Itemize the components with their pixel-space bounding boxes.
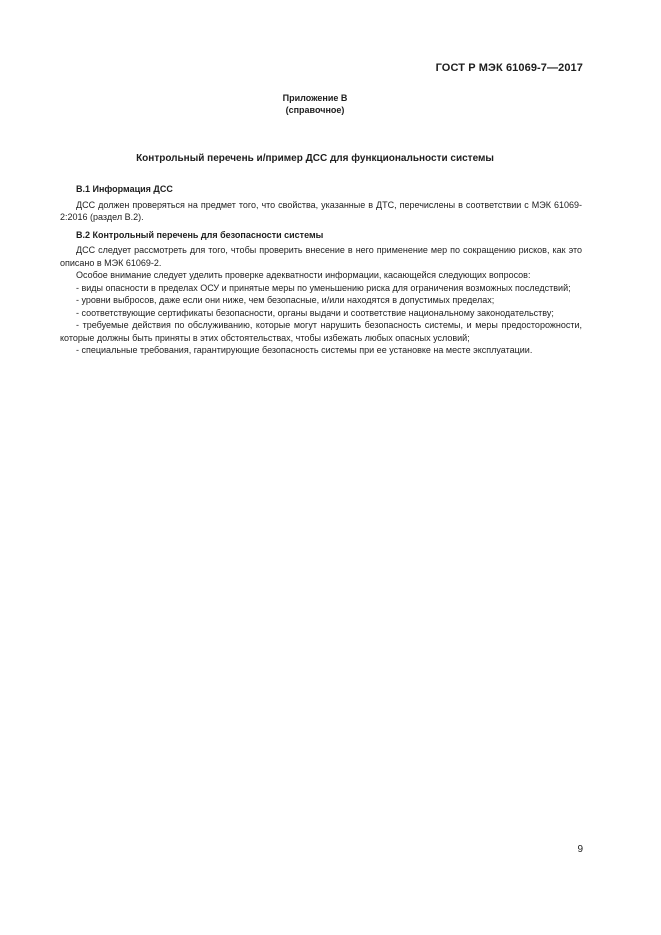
section-b2	[60, 229, 582, 357]
list-item: - виды опасности в пределах ОСУ и принятые меры по уменьшению риска для ограничения возможных последствий;	[76, 282, 571, 293]
document-title: Контрольный перечень и/пример ДСС для функциональности системы	[136, 153, 494, 164]
section-b1	[60, 183, 582, 224]
list-item: - уровни выбросов, даже если они ниже, чем безопасные, и/или находятся в допустимых пределах;	[76, 295, 495, 305]
list-item: - специальные требования, гарантирующие безопасность системы при ее установке на месте эксплуатации.	[76, 345, 533, 355]
paragraph: ДСС следует рассмотреть для того, чтобы проверить внесение в него применение мер по сокращению рисков, как это описано в МЭК 61069-2.	[60, 245, 582, 268]
paragraph: ДСС должен проверяться на предмет того, что свойства, указанные в ДТС, перечислены в соответствии с МЭК 61069-2:2016 (раздел В.2).	[60, 199, 582, 222]
appendix-type: (справочное)	[285, 105, 345, 115]
list-item: - соответствующие сертификаты безопасности, органы выдачи и соответствие национальному законодательству;	[76, 307, 554, 318]
document-body	[60, 183, 582, 357]
section-heading: В.1 Информация ДСС	[76, 184, 173, 194]
appendix-heading	[0, 92, 630, 116]
appendix-title: Приложение В	[282, 93, 348, 103]
standard-code-header: ГОСТ Р МЭК 61069-7—2017	[435, 62, 583, 74]
section-heading: В.2 Контрольный перечень для безопасности системы	[76, 229, 324, 240]
list-item: - требуемые действия по обслуживанию, которые могут нарушить безопасность системы, и меры предосторожности, которые должны быть приняты в этих обстоятельствах, чтобы избежать любых опасных условий;	[60, 320, 582, 343]
paragraph: Особое внимание следует уделить проверке адекватности информации, касающейся следующих вопросов:	[76, 270, 531, 280]
page-number: 9	[577, 844, 583, 855]
